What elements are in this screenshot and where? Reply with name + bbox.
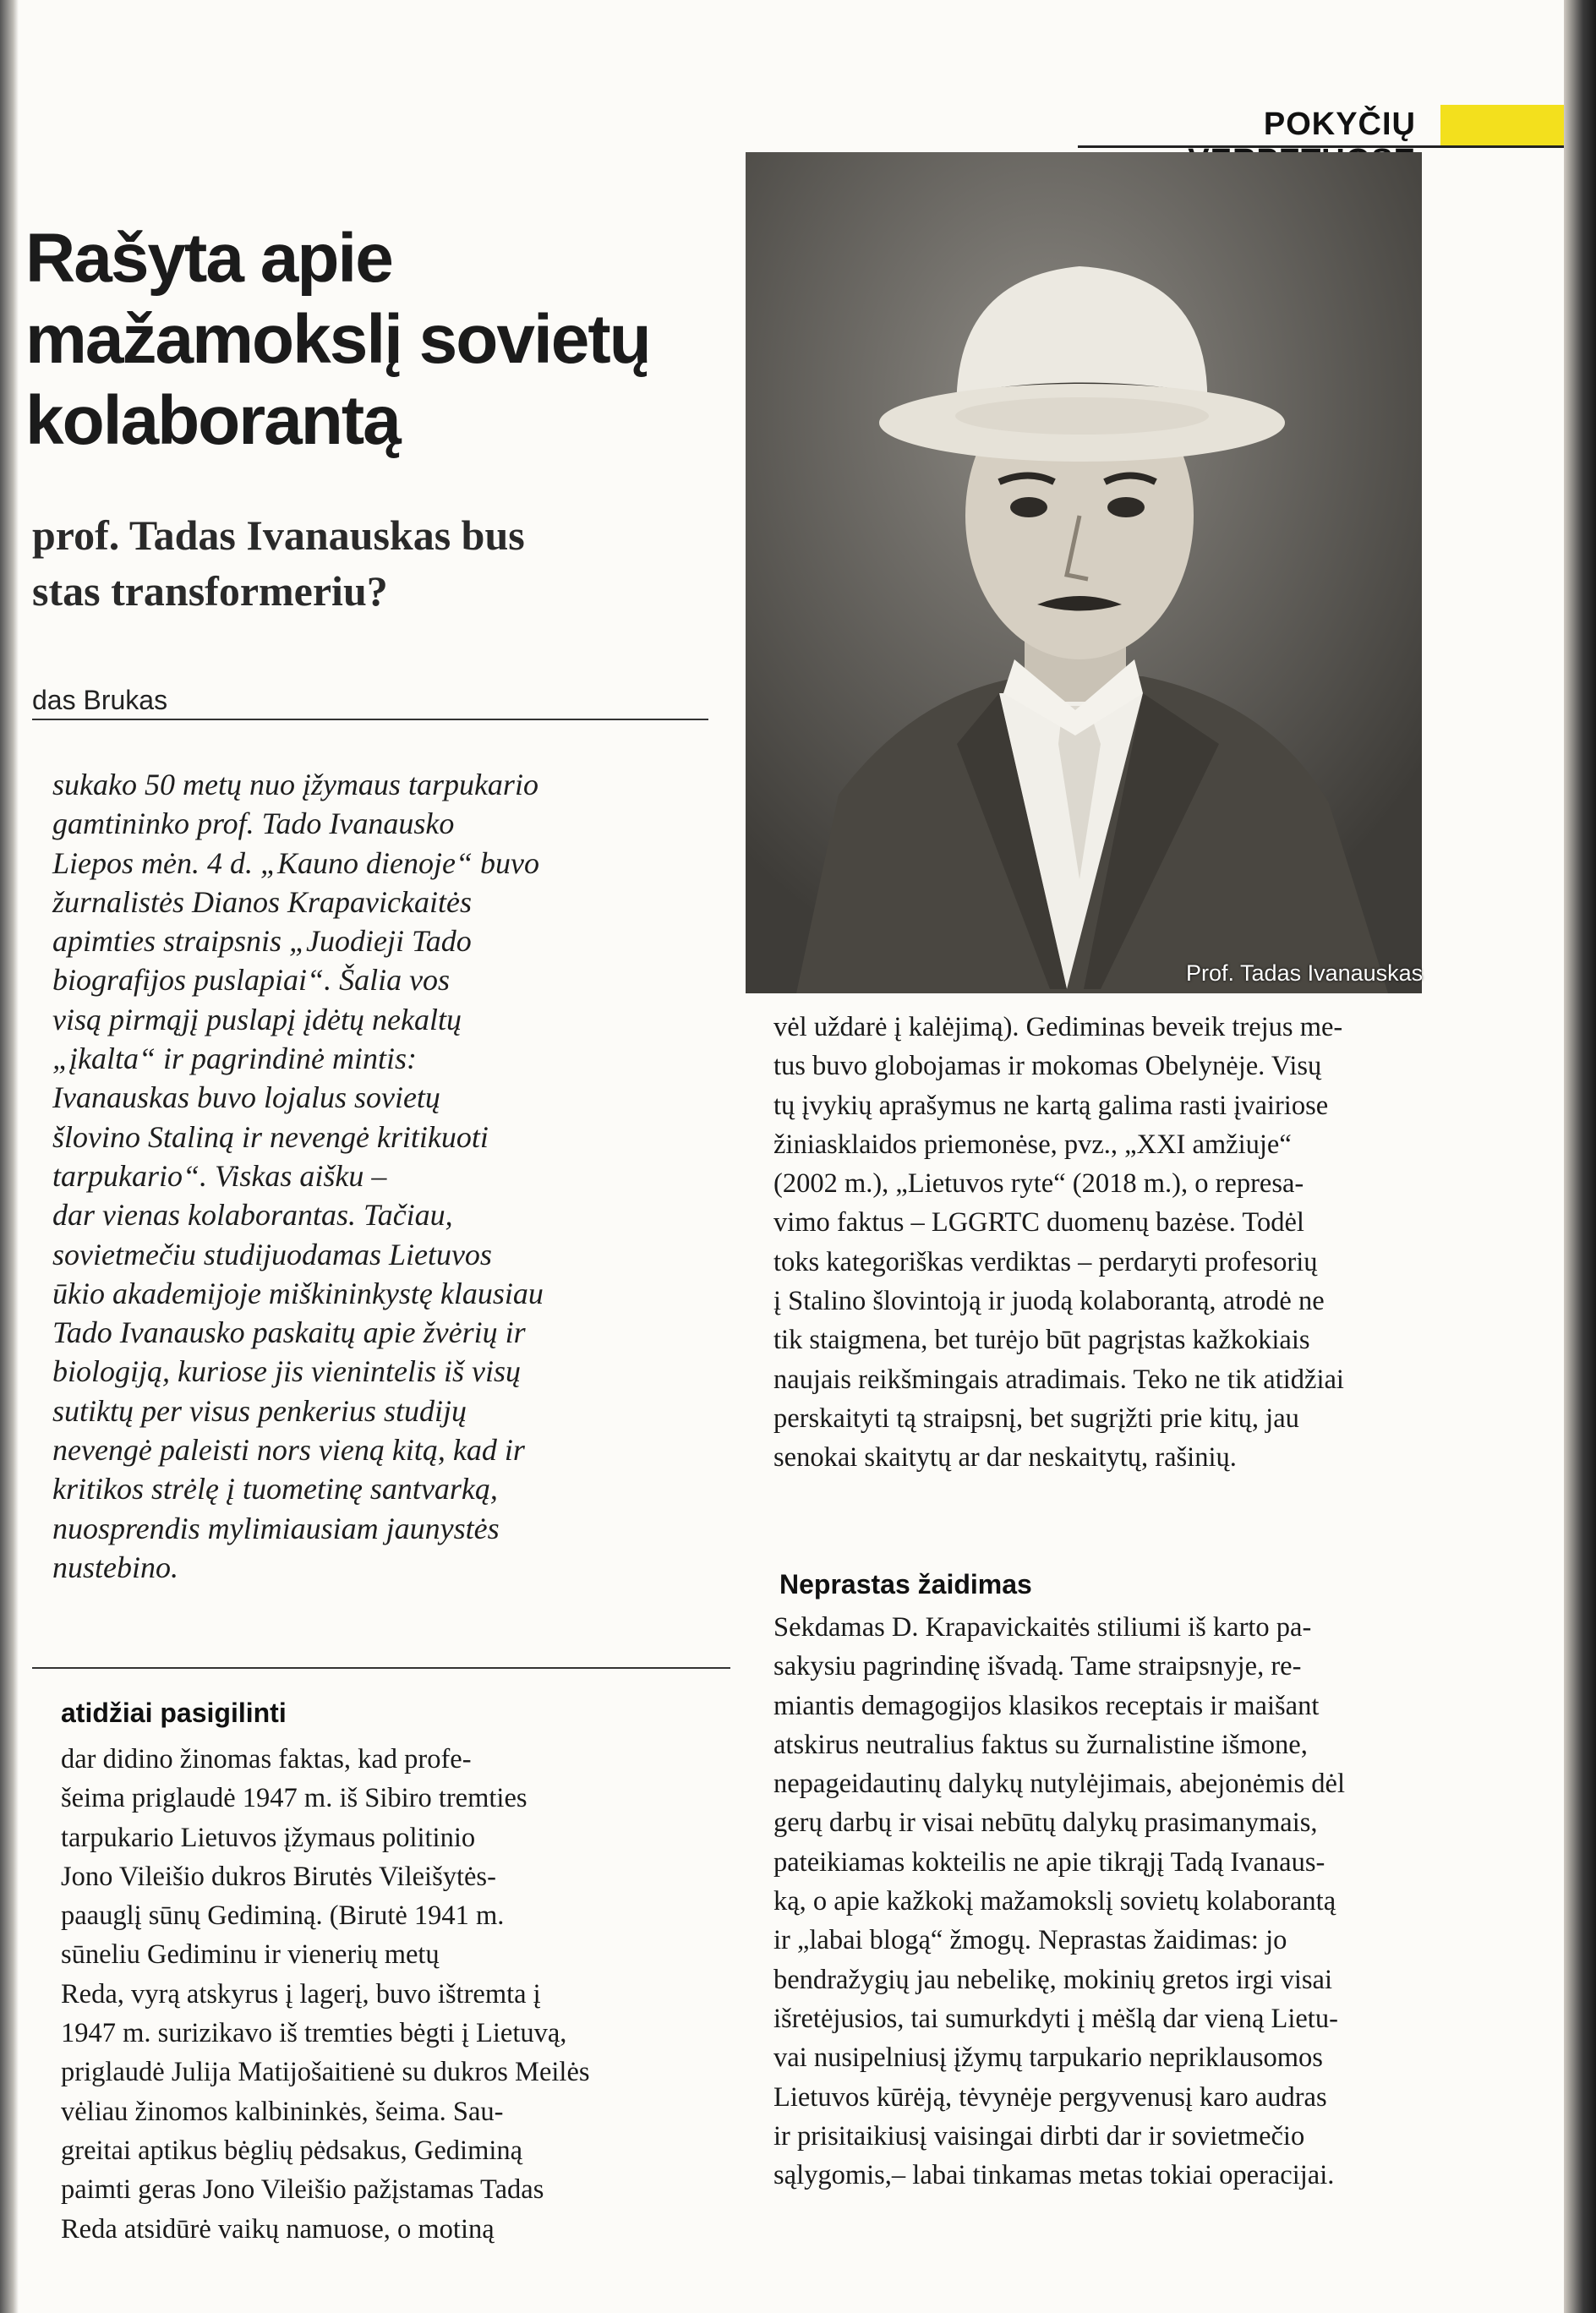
body-line: tik staigmena, bet turėjo būt pagrįstas kažkokiais — [773, 1325, 1310, 1356]
body-line: toks kategoriškas verdiktas – perdaryti profesorių — [773, 1246, 1318, 1277]
body-line: sūneliu Gediminu ir vienerių metų — [61, 1939, 440, 1971]
lead-line: sutiktų per visus penkerius studijų — [52, 1393, 467, 1428]
body-line: naujais reikšmingais atradimais. Teko ne tik atidžiai — [773, 1364, 1344, 1395]
body-line: vėliau žinomos kalbininkės, šeima. Sau- — [61, 2096, 504, 2127]
article-subtitle — [32, 507, 691, 619]
body-line: gerų darbų ir visai nebūtų dalykų prasimanymais, — [773, 1807, 1318, 1839]
lead-line: nevengė paleisti nors vieną kitą, kad ir — [52, 1433, 525, 1468]
lead-line: biografijos puslapiai“. Šalia vos — [52, 963, 451, 998]
body-line: vėl uždarė į kalėjimą). Gediminas beveik trejus me- — [773, 1012, 1343, 1042]
lead-line: žurnalistės Dianos Krapavickaitės — [52, 884, 472, 919]
body-line: ir „labai blogą“ žmogų. Neprastas žaidimas: jo — [773, 1925, 1287, 1956]
body-line: sąlygomis,– labai tinkamas metas tokiai operacijai. — [773, 2160, 1335, 2191]
body-line: perskaityti tą straipsnį, bet sugrįžti prie kitų, jau — [773, 1403, 1299, 1434]
body-line: (2002 m.), „Lietuvos ryte“ (2018 m.), o represa- — [773, 1168, 1304, 1200]
subtitle-line: stas transformeriu? — [32, 567, 388, 615]
body-line: į Stalino šlovintoją ir juodą kolaborantą, atrodė ne — [773, 1286, 1325, 1317]
section-heading-1: atidžiai pasigilinti — [61, 1698, 287, 1728]
author-photo — [746, 152, 1422, 993]
lead-line: nuosprendis mylimiausiam jaunystės — [52, 1511, 500, 1545]
body-line: bendražygių jau nebelikę, mokinių gretos irgi visai — [773, 1964, 1332, 1995]
body-line: vimo faktus – LGGRTC duomenų bazėse. Todėl — [773, 1207, 1304, 1239]
body-line: vai nusipelniusį įžymų tarpukario nepriklausomos — [773, 2042, 1323, 2074]
lead-line: Liepos mėn. 4 d. „Kauno dienoje“ buvo — [52, 845, 539, 880]
lead-paragraph — [52, 765, 712, 1587]
body-line: atskirus neutralius faktus su žurnalistine išmone, — [773, 1729, 1308, 1760]
body-text-section-2 — [773, 1608, 1423, 2195]
body-text-section-1 — [61, 1740, 729, 2249]
headline-line: Rašyta apie — [25, 220, 392, 297]
body-line: dar didino žinomas faktas, kad profe- — [61, 1744, 472, 1774]
lead-line: šlovino Staliną ir nevengė kritikuoti — [52, 1119, 489, 1154]
body-line: Jono Vileišio dukros Birutės Vileišytės- — [61, 1861, 496, 1892]
body-line: šeima priglaudė 1947 m. iš Sibiro tremties — [61, 1783, 527, 1814]
body-line: senokai skaitytų ar dar neskaitytų, rašinių. — [773, 1442, 1237, 1474]
lead-line: apimties straipsnis „Juodieji Tado — [52, 924, 472, 959]
lead-line: tarpukario“. Viskas aišku – — [52, 1158, 387, 1193]
lead-line: kritikos strėlę į tuometinę santvarką, — [52, 1472, 498, 1506]
lead-line: „įkalta“ ir pagrindinė mintis: — [52, 1042, 418, 1076]
section-rule — [1078, 145, 1564, 148]
section-label: POKYČIŲ — [1263, 107, 1416, 142]
body-line: nepageidautinų dalykų nutylėjimais, abejonėmis dėl — [773, 1769, 1346, 1800]
subtitle-line: prof. Tadas Ivanauskas bus — [32, 511, 525, 559]
author-byline: das Brukas — [32, 685, 168, 715]
body-line: paauglį sūnų Gediminą. (Birutė 1941 m. — [61, 1900, 505, 1932]
lead-line: nustebino. — [52, 1550, 178, 1584]
body-line: tų įvykių aprašymus ne kartą galima rasti įvairiose — [773, 1090, 1329, 1121]
body-line: žiniasklaidos priemonėse, pvz., „XXI amžiuje“ — [773, 1129, 1292, 1160]
body-line: išretėjusios, tai sumurkdyti į mėšlą dar vieną Lietu- — [773, 2003, 1338, 2034]
section-heading-2: Neprastas žaidimas — [779, 1569, 1032, 1599]
body-line: priglaudė Julija Matijošaitienė su dukros Meilės — [61, 2057, 590, 2088]
body-line: Sekdamas D. Krapavickaitės stiliumi iš karto pa- — [773, 1612, 1312, 1643]
body-line: paimti geras Jono Vileišio pažįstamas Tadas — [61, 2174, 544, 2206]
byline-rule — [32, 719, 708, 720]
photo-caption: Prof. Tadas Ivanauskas — [1186, 960, 1424, 986]
lead-line: dar vienas kolaborantas. Tačiau, — [52, 1198, 453, 1233]
lead-line: gamtininko prof. Tado Ivanausko — [52, 807, 455, 841]
body-line: sakysiu pagrindinę išvadą. Tame straipsnyje, re- — [773, 1651, 1302, 1682]
body-line: Lietuvos kūrėją, tėvynėje pergyvenusį karo audras — [773, 2081, 1327, 2113]
article-headline — [25, 218, 719, 462]
body-line: Reda, vyrą atskyrus į lagerį, buvo ištremta į — [61, 1978, 541, 2010]
body-text-right-column — [773, 1008, 1423, 1478]
lead-line: biologiją, kuriose jis vienintelis iš visų — [52, 1354, 521, 1389]
body-line: tarpukario Lietuvos įžymaus politinio — [61, 1822, 476, 1853]
body-line: 1947 m. surizikavo iš tremties bėgti į Lietuvą, — [61, 2018, 567, 2049]
headline-line: kolaborantą — [25, 382, 400, 459]
lead-line: Ivanauskas buvo lojalus sovietų — [52, 1080, 440, 1115]
lead-line: sovietmečiu studijuodamas Lietuvos — [52, 1237, 492, 1271]
lead-line: ūkio akademijoje miškininkystę klausiau — [52, 1276, 544, 1310]
lead-rule — [32, 1667, 730, 1669]
lead-line: Tado Ivanausko paskaitų apie žvėrių ir — [52, 1315, 526, 1350]
section-color-bar — [1440, 105, 1564, 145]
body-line: tus buvo globojamas ir mokomas Obelynėje. Visų — [773, 1051, 1322, 1082]
page-gutter-shadow — [0, 0, 19, 2313]
body-line: ką, o apie kažkokį mažamokslį sovietų kolaborantą — [773, 1886, 1336, 1917]
body-line: Reda atsidūrė vaikų namuose, o motiną — [61, 2213, 495, 2245]
body-line: ir prisitaikiusį vaisingai dirbti dar ir sovietmečio — [773, 2120, 1305, 2152]
page-edge-shadow — [1564, 0, 1596, 2313]
portrait-illustration — [746, 152, 1422, 993]
headline-line: mažamokslį sovietų — [25, 301, 650, 378]
body-line: miantis demagogijos klasikos receptais ir maišant — [773, 1690, 1320, 1721]
lead-line: visą pirmąjį puslapį įdėtų nekaltų — [52, 1002, 462, 1036]
lead-line: sukako 50 metų nuo įžymaus tarpukario — [52, 768, 538, 801]
body-line: greitai aptikus bėglių pėdsakus, Gediminą — [61, 2135, 523, 2166]
body-line: pateikiamas kokteilis ne apie tikrąjį Tadą Ivanaus- — [773, 1846, 1325, 1878]
